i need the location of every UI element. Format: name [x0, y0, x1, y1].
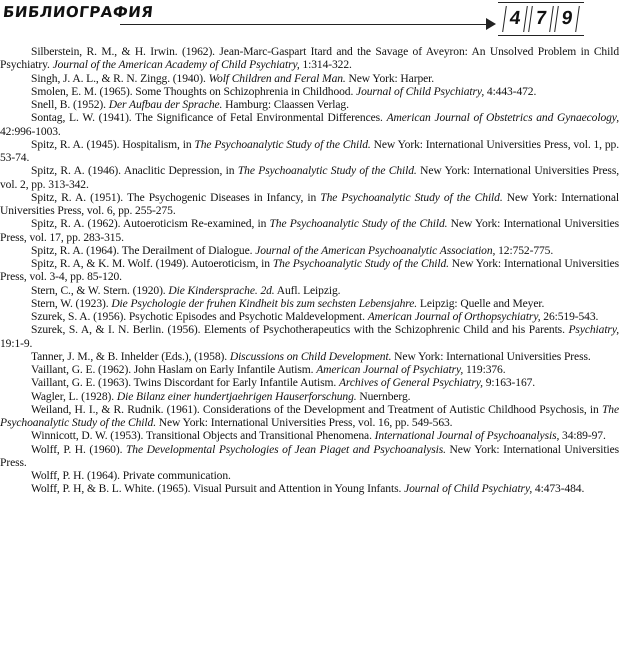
reference-entry [0, 165, 619, 192]
reference-details: New York: International Universities Press, vol. 1, pp. 53-74. [0, 138, 619, 164]
reference-entry [0, 218, 619, 245]
reference-entry [0, 483, 619, 496]
reference-source: The Psychoanalytic Study of the Child. [237, 165, 417, 178]
page-digit: 7 [528, 6, 554, 32]
arrow-icon [486, 18, 496, 30]
reference-text: Winnicott, D. W. (1953). Transitional Objects and Transitional Phenomena. [31, 430, 375, 443]
reference-details: Leipzig: Quelle and Meyer. [417, 297, 545, 310]
reference-entry [0, 430, 619, 443]
reference-source: Die Psychologie der fruhen Kindheit bis zum sechsten Lebensjahre. [111, 297, 418, 310]
reference-source: Psychiatry, [568, 324, 619, 337]
reference-source: The Psychoanalytic Study of the Child. [0, 403, 619, 429]
reference-text: Vaillant, G. E. (1962). John Haslam on Early Infantile Autism. [31, 364, 317, 376]
reference-text: Spitz, R. A. (1964). The Derailment of Dialogue. [31, 244, 256, 257]
reference-entry [0, 112, 619, 139]
reference-details: New York: International Universities Press, vol. 2, pp. 313-342. [0, 165, 619, 191]
reference-text: Wolff, P. H. (1964). Private communication. [31, 470, 231, 482]
reference-entry [0, 391, 619, 404]
reference-text: Snell, B. (1952). [31, 99, 109, 111]
reference-details: 9:163-167. [482, 377, 536, 390]
reference-source: Die Bilanz einer hundertjaehrigen Hauserforschung. [116, 390, 357, 403]
reference-text: Szurek, S. A. (1956). Psychotic Episodes and Psychotic Maldevelopment. [31, 311, 368, 323]
reference-entry [0, 444, 619, 471]
reference-source: American Journal of Psychiatry, [316, 364, 464, 376]
reference-details: New York: International Universities Press, vol. 16, pp. 549-563. [155, 417, 453, 429]
reference-text: Singh, J. A. L., & R. N. Zingg. (1940). [31, 72, 209, 85]
reference-source: American Journal of Obstetrics and Gynaecology, [386, 112, 619, 125]
reference-source: Discussions on Child Development. [229, 350, 392, 363]
reference-source: The Psychoanalytic Study of the Child. [320, 191, 503, 204]
reference-text: Szurek, S. A, & I. N. Berlin. (1956). Elements of Psychotherapeutics with the Schizophrenic Child and his Parents. [31, 324, 569, 337]
reference-details: Nuernberg. [356, 390, 411, 403]
reference-entry [0, 73, 619, 86]
reference-details: New York: International Universities Press. [391, 350, 591, 363]
page-number [498, 2, 584, 36]
reference-details: 4:473-484. [532, 483, 585, 496]
reference-source: The Developmental Psychologies of Jean Piaget and Psychoanalysis. [125, 443, 446, 456]
reference-entry [0, 364, 619, 377]
reference-details: 19:1-9. [0, 337, 33, 350]
reference-entry [0, 404, 619, 431]
reference-source: Archives of General Psychiatry, [338, 377, 483, 390]
reference-details: New York: International Universities Press, vol. 17, pp. 283-315. [0, 218, 619, 244]
reference-details: New York: International Universities Press, vol. 3-4, pp. 85-120. [0, 258, 620, 284]
reference-text: Wolff, P. H. (1960). [31, 443, 126, 456]
reference-details: 1:314-322. [299, 59, 352, 72]
reference-source: The Psychoanalytic Study of the Child. [269, 218, 448, 231]
page-digit: 4 [502, 6, 528, 32]
reference-entry [0, 324, 619, 351]
reference-text: Stern, C., & W. Stern. (1920). [31, 284, 169, 297]
reference-text: Silberstein, R. M., & H. Irwin. (1962). Jean-Marc-Gaspart Itard and the Savage of Aveyron: An Unsolved Problem in Child Psychiatry. [0, 46, 619, 72]
reference-details: 26:519-543. [540, 311, 599, 323]
reference-entry [0, 298, 619, 311]
reference-entry [0, 351, 619, 364]
reference-entry [0, 99, 619, 112]
reference-text: Spitz, R. A. (1962). Autoeroticism Re-examined, in [31, 218, 270, 231]
reference-source: International Journal of Psychoanalysis, [374, 430, 560, 443]
reference-entry [0, 377, 619, 390]
reference-source: The Psychoanalytic Study of the Child. [272, 258, 449, 270]
reference-details: New York: International Universities Press, vol. 6, pp. 255-275. [0, 191, 619, 217]
reference-source: Journal of the American Psychoanalytic Association, [255, 244, 496, 257]
reference-source: Der Aufbau der Sprache. [108, 99, 223, 111]
reference-entry [0, 139, 619, 166]
page-digit: 9 [554, 6, 580, 32]
reference-text: Spitz, R. A. (1946). Anaclitic Depression, in [31, 165, 238, 178]
reference-entry [0, 258, 619, 285]
reference-entry [0, 86, 619, 99]
reference-text: Sontag, L. W. (1941). The Significance of Fetal Environmental Differences. [31, 112, 387, 125]
reference-text: Wagler, L. (1928). [31, 390, 117, 403]
reference-details: Hamburg: Claassen Verlag. [222, 99, 349, 111]
reference-details: 119:376. [463, 364, 506, 376]
reference-details: New York: International Universities Press. [0, 443, 620, 469]
reference-details: New York: Harper. [345, 72, 435, 85]
reference-entry [0, 192, 619, 219]
reference-text: Spitz, R. A, & K. M. Wolf. (1949). Autoeroticism, in [31, 258, 273, 270]
reference-text: Spitz, R. A. (1951). The Psychogenic Diseases in Infancy, in [31, 191, 321, 204]
reference-entry [0, 311, 619, 324]
running-title: БИБЛИОГРАФИЯ [2, 3, 155, 21]
reference-details: Aufl. Leipzig. [274, 284, 341, 297]
reference-source: Journal of the American Academy of Child Psychiatry, [52, 59, 300, 72]
reference-source: Journal of Child Psychiatry, [404, 483, 533, 496]
reference-details: 34:89-97. [559, 430, 606, 443]
reference-entry [0, 245, 619, 258]
reference-list [0, 46, 619, 497]
header-rule [120, 24, 494, 25]
reference-text: Smolen, E. M. (1965). Some Thoughts on Schizophrenia in Childhood. [31, 85, 357, 98]
reference-details: 12:752-775. [495, 244, 554, 257]
page-header [0, 0, 620, 40]
reference-source: American Journal of Orthopsychiatry, [367, 311, 541, 323]
reference-source: The Psychoanalytic Study of the Child. [194, 138, 371, 151]
reference-source: Die Kindersprache. 2d. [168, 284, 275, 297]
reference-text: Spitz, R. A. (1945). Hospitalism, in [31, 138, 195, 151]
reference-details: 42:996-1003. [0, 125, 61, 138]
reference-text: Wolff, P. H, & B. L. White. (1965). Visual Pursuit and Attention in Young Infants. [31, 483, 405, 496]
reference-details: 4:443-472. [484, 85, 537, 98]
reference-text: Stern, W. (1923). [31, 297, 112, 310]
reference-text: Weiland, H. I., & R. Rudnik. (1961). Considerations of the Development and Treatment of Autistic Childhood Psychosis, in [31, 403, 602, 416]
reference-text: Tanner, J. M., & B. Inhelder (Eds.), (1958). [31, 350, 230, 363]
reference-entry [0, 470, 619, 483]
reference-source: Journal of Child Psychiatry, [356, 85, 485, 98]
reference-entry [0, 46, 619, 73]
reference-entry [0, 285, 619, 298]
reference-text: Vaillant, G. E. (1963). Twins Discordant for Early Infantile Autism. [31, 377, 339, 390]
reference-source: Wolf Children and Feral Man. [208, 72, 346, 85]
